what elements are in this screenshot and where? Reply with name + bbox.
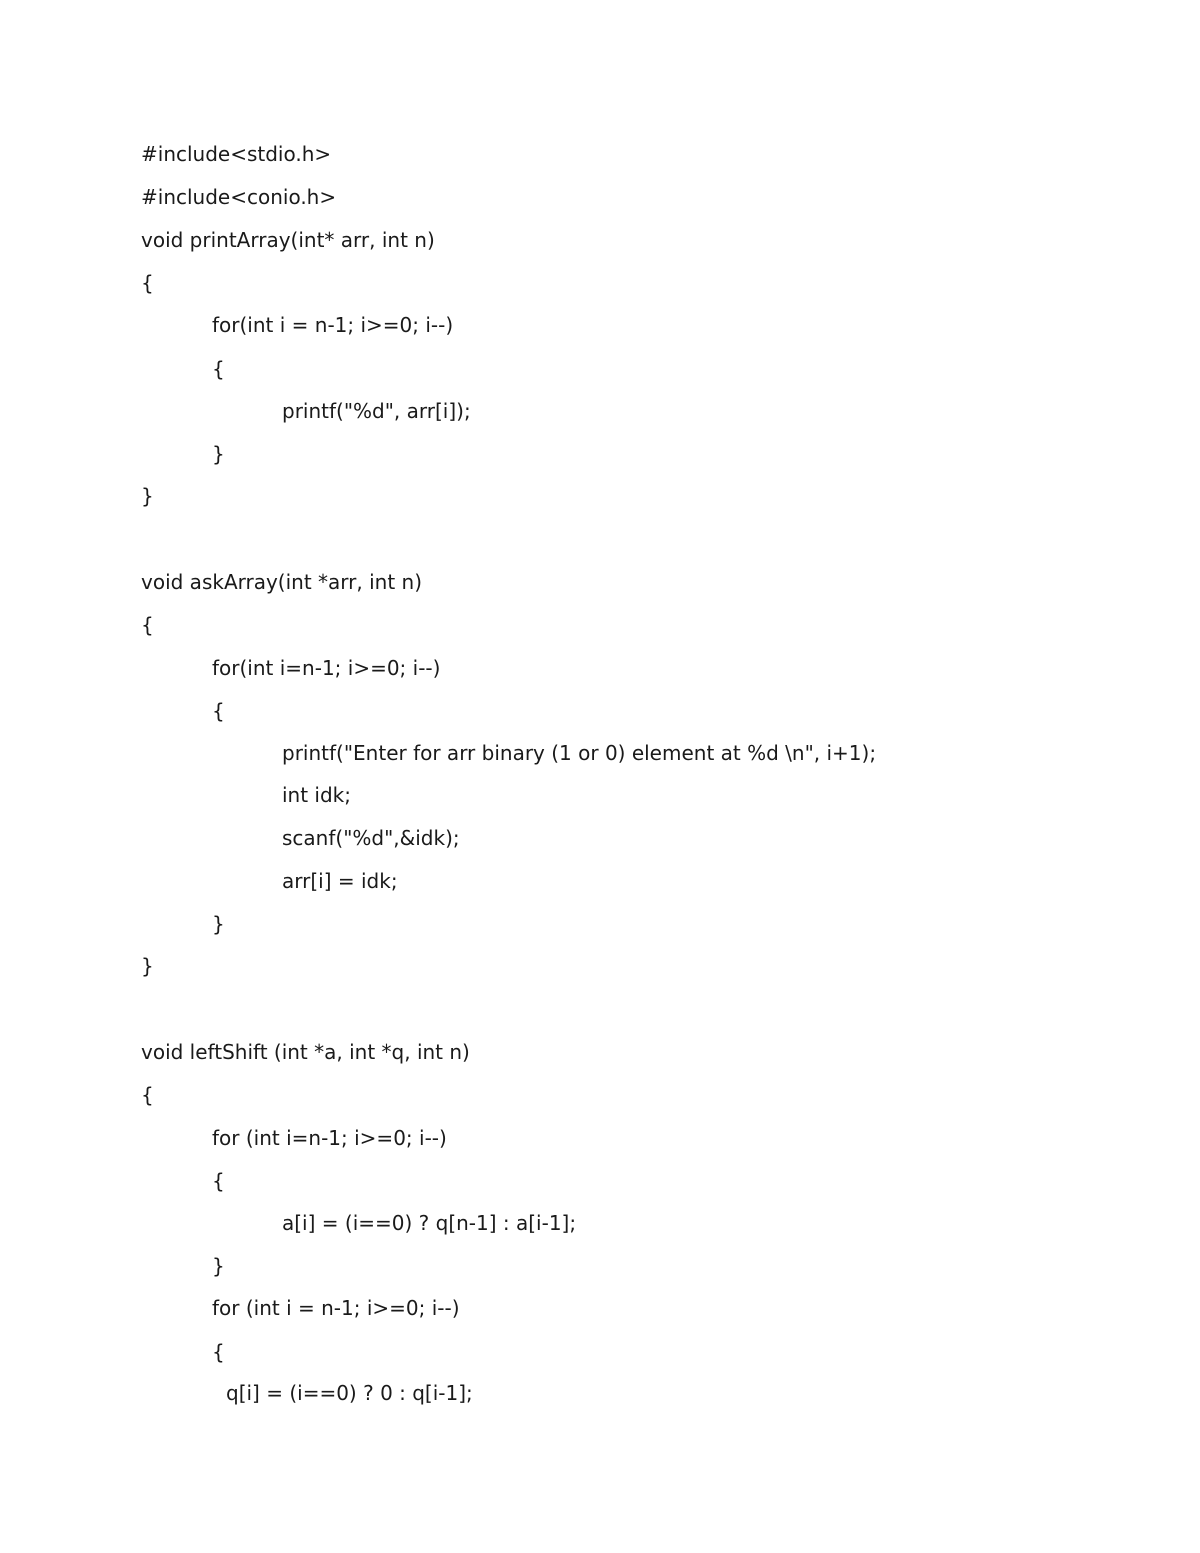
code-line: a[i] = (i==0) ? q[n-1] : a[i-1]; — [282, 1211, 577, 1235]
code-line: { — [212, 357, 225, 381]
code-line: { — [212, 1340, 225, 1364]
code-line: } — [212, 912, 225, 936]
code-line: } — [212, 1254, 225, 1278]
code-line: printf("%d", arr[i]); — [282, 399, 471, 423]
code-line: { — [212, 1169, 225, 1193]
code-line: } — [141, 954, 154, 978]
code-line: arr[i] = idk; — [282, 869, 398, 893]
code-line: void askArray(int *arr, int n) — [141, 570, 423, 594]
code-line: } — [212, 442, 225, 466]
code-line: { — [212, 699, 225, 723]
code-line: { — [141, 613, 154, 637]
code-line: for(int i=n-1; i>=0; i--) — [212, 656, 441, 680]
code-line: printf("Enter for arr binary (1 or 0) element at %d \n", i+1); — [282, 741, 877, 765]
code-line: void printArray(int* arr, int n) — [141, 228, 435, 252]
code-line: #include<stdio.h> — [141, 142, 332, 166]
code-line: } — [141, 484, 154, 508]
code-line: q[i] = (i==0) ? 0 : q[i-1]; — [226, 1381, 473, 1405]
code-line: for (int i = n-1; i>=0; i--) — [212, 1296, 460, 1320]
code-line: { — [141, 271, 154, 295]
code-line: { — [141, 1083, 154, 1107]
code-line: scanf("%d",&idk); — [282, 826, 460, 850]
code-line: void leftShift (int *a, int *q, int n) — [141, 1040, 470, 1064]
code-line: #include<conio.h> — [141, 185, 337, 209]
code-line: for (int i=n-1; i>=0; i--) — [212, 1126, 447, 1150]
code-line: int idk; — [282, 783, 352, 807]
code-line: for(int i = n-1; i>=0; i--) — [212, 313, 454, 337]
